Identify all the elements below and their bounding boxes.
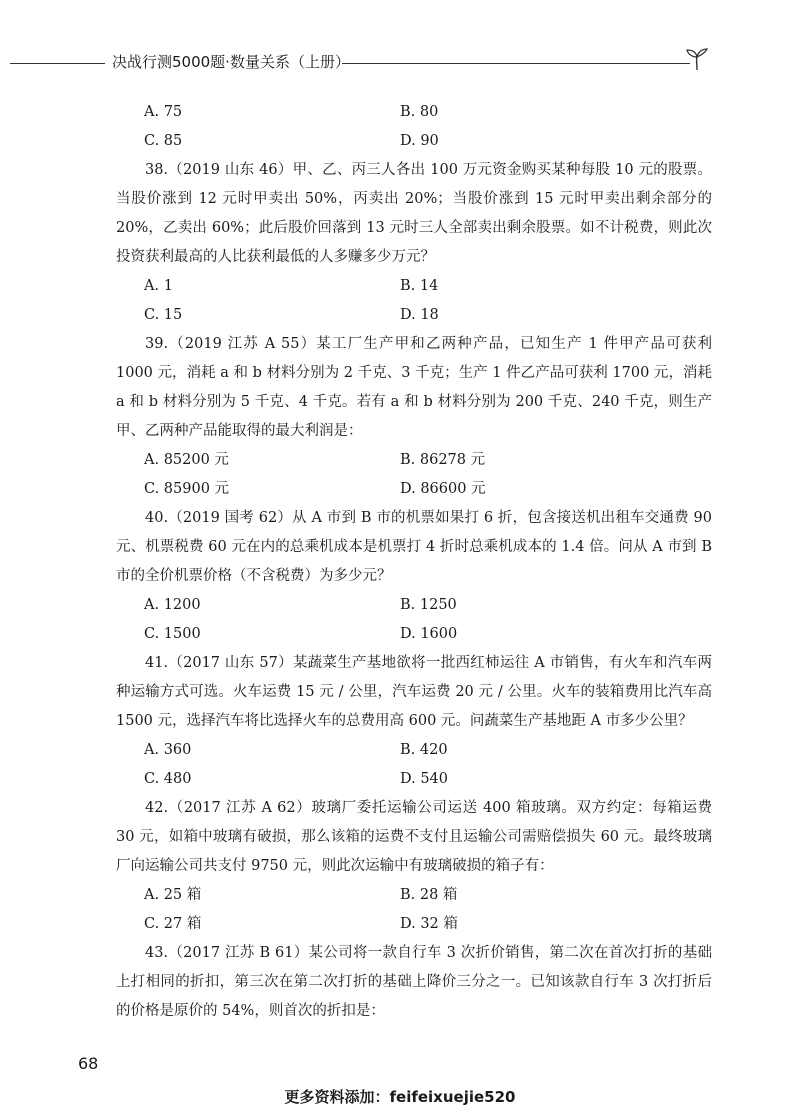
answer-option: A. 75 bbox=[144, 104, 183, 120]
question-text: 39.（2019 江苏 A 55）某工厂生产甲和乙两种产品，已知生产 1 件甲产品可获利 1000 元，消耗 a 和 b 材料分别为 2 千克、3 千克；生产 1 件乙产品可获利 1700 元，消耗 a 和 b 材料分别为 5 千克、4 千克。若有 a 和 b 材料分别为 200 千克、240 千克，则生产甲、乙两种产品能取得的最大利润是： bbox=[116, 336, 712, 439]
page-number: 68 bbox=[78, 1054, 99, 1073]
question-text: 42.（2017 江苏 A 62）玻璃厂委托运输公司运送 400 箱玻璃。双方约定：每箱运费 30 元，如箱中玻璃有破损，那么该箱的运费不支付且运输公司需赔偿损失 60 元。最终玻璃厂向运输公司共支付 9750 元，则此次运输中有玻璃破损的箱子有： bbox=[116, 800, 712, 874]
question-text: 43.（2017 江苏 B 61）某公司将一款自行车 3 次折价销售，第二次在首次打折的基础上打相同的折扣，第三次在第二次打折的基础上降价三分之一。已知该款自行车 3 次打折后的价格是原价的 54%，则首次的折扣是： bbox=[116, 945, 712, 1019]
option-row bbox=[116, 620, 712, 649]
answer-option: B. 420 bbox=[400, 742, 448, 758]
header-rule-left bbox=[10, 63, 105, 64]
answer-option: A. 360 bbox=[144, 742, 192, 758]
header-rule-right bbox=[342, 63, 690, 64]
question-text: 40.（2019 国考 62）从 A 市到 B 市的机票如果打 6 折，包含接送机出租车交通费 90 元、机票税费 60 元在内的总乘机成本是机票打 4 折时总乘机成本的 1.4 倍。问从 A 市到 B 市的全价机票价格（不含税费）为多少元？ bbox=[116, 510, 712, 584]
answer-option: D. 540 bbox=[400, 771, 449, 787]
answer-option: C. 15 bbox=[144, 307, 183, 323]
answer-option: A. 1200 bbox=[144, 597, 201, 613]
answer-option: C. 85 bbox=[144, 133, 183, 149]
option-row bbox=[116, 475, 712, 504]
question-text: 41.（2017 山东 57）某蔬菜生产基地欲将一批西红柿运往 A 市销售，有火车和汽车两种运输方式可选。火车运费 15 元 / 公里，汽车运费 20 元 / 公里。火车的装箱费用比汽车高 1500 元，选择汽车将比选择火车的总费用高 600 元。问蔬菜生产基地距 A 市多少公里？ bbox=[116, 655, 712, 729]
option-row bbox=[116, 272, 712, 301]
option-row bbox=[116, 446, 712, 475]
answer-option: D. 1600 bbox=[400, 626, 458, 642]
answer-option: B. 14 bbox=[400, 278, 439, 294]
option-row bbox=[116, 301, 712, 330]
answer-option: D. 86600 元 bbox=[400, 481, 486, 497]
answer-option: B. 1250 bbox=[400, 597, 457, 613]
answer-option: D. 90 bbox=[400, 133, 439, 149]
answer-option: B. 80 bbox=[400, 104, 439, 120]
option-row bbox=[116, 765, 712, 794]
answer-option: A. 85200 元 bbox=[144, 452, 229, 468]
option-row bbox=[116, 127, 712, 156]
answer-option: B. 86278 元 bbox=[400, 452, 486, 468]
answer-option: A. 25 箱 bbox=[144, 887, 202, 903]
answer-option: C. 85900 元 bbox=[144, 481, 230, 497]
answer-option: A. 1 bbox=[144, 278, 173, 294]
footer-note: 更多资料添加：feifeixuejie520 bbox=[284, 1088, 516, 1106]
answer-option: D. 18 bbox=[400, 307, 439, 323]
question-text: 38.（2019 山东 46）甲、乙、丙三人各出 100 万元资金购买某种每股 10 元的股票。当股价涨到 12 元时甲卖出 50%，丙卖出 20%；当股价涨到 15 元时甲卖出剩余部分的 20%，乙卖出 60%；此后股价回落到 13 元时三人全部卖出剩余股票。如不计税费，则此次投资获利最高的人比获利最低的人多赚多少万元？ bbox=[116, 162, 712, 265]
option-row bbox=[116, 98, 712, 127]
answer-option: C. 1500 bbox=[144, 626, 201, 642]
answer-option: D. 32 箱 bbox=[400, 916, 458, 932]
answer-option: C. 480 bbox=[144, 771, 192, 787]
option-row bbox=[116, 881, 712, 910]
option-row bbox=[116, 910, 712, 939]
page-header bbox=[0, 46, 800, 76]
header-title: 决战行测5000题·数量关系（上册） bbox=[112, 53, 350, 71]
option-row bbox=[116, 591, 712, 620]
page-content bbox=[116, 98, 712, 1026]
answer-option: C. 27 箱 bbox=[144, 916, 202, 932]
option-row bbox=[116, 736, 712, 765]
sprout-icon bbox=[684, 46, 710, 72]
answer-option: B. 28 箱 bbox=[400, 887, 458, 903]
